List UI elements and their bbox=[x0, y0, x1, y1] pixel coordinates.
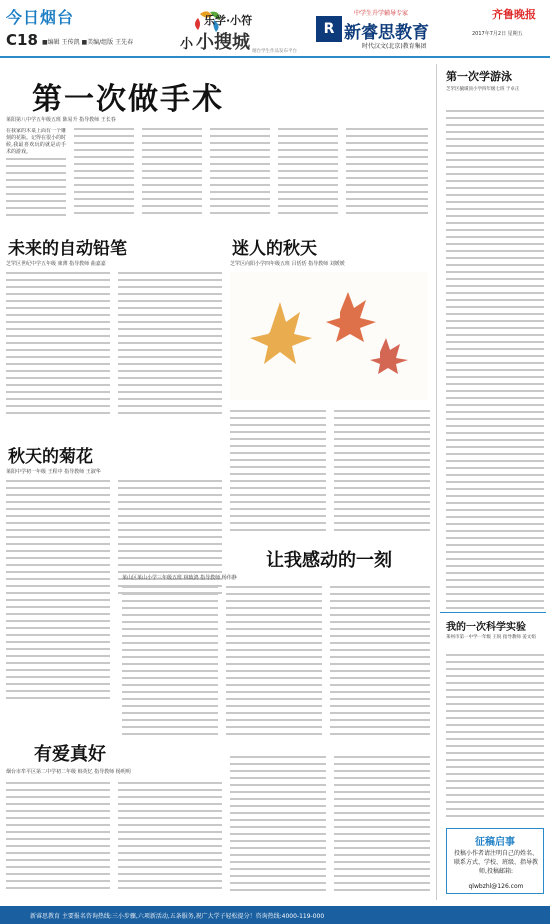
section-label: 今日烟台 bbox=[6, 8, 75, 27]
date-line: 2017年7月2日 星期五 bbox=[472, 31, 523, 37]
article-body bbox=[446, 110, 544, 610]
article-illustration bbox=[230, 272, 428, 400]
article-title: 秋天的菊花 bbox=[8, 447, 93, 467]
article-title: 第一次学游泳 bbox=[446, 70, 512, 83]
call-email[interactable]: qlwbzhl@126.com bbox=[468, 883, 524, 890]
article-body bbox=[210, 128, 270, 220]
ad-banner-top: 中学生升学辅导专家 bbox=[354, 10, 409, 17]
footer-bar bbox=[0, 906, 550, 924]
article-a3 bbox=[230, 232, 430, 402]
article-body bbox=[74, 128, 134, 220]
article-body bbox=[6, 272, 110, 422]
article-byline: 芝罘区向阳小学四年级五班 吕恬恬 指导教师 刘媛媛 bbox=[230, 261, 345, 267]
article-byline: 芝罘区毓璜顶小学四年级七班 于卓正 bbox=[446, 87, 520, 92]
column-logo-text: 小搜城 bbox=[196, 32, 250, 53]
article-a2 bbox=[6, 232, 226, 432]
article-byline: 莱阳中学初一年级 王程中 指导教师 王淑华 bbox=[6, 469, 101, 475]
article-body bbox=[226, 586, 322, 746]
article-body bbox=[278, 128, 338, 220]
page-header bbox=[0, 0, 550, 60]
page-code: C18 bbox=[6, 31, 38, 49]
article-byline: 莱州市第一中学一年级 王锐 指导教师 姜文娟 bbox=[446, 635, 536, 640]
article-body bbox=[6, 158, 66, 222]
article-body bbox=[118, 782, 222, 900]
svg-text:小: 小 bbox=[180, 37, 194, 52]
article-body bbox=[122, 586, 218, 746]
footer-text: 新睿思教育 主要报名咨询热线:三小步骤,六项新活动,五条服务,祝广大学子轻松提分！咨询热线:4000-119-000 bbox=[30, 913, 325, 920]
article-byline: 烟台市牟平区第二中学初二年级 韩英忆 指导教师 杨明明 bbox=[6, 769, 131, 775]
right-sidebar bbox=[436, 64, 548, 900]
article-title: 未来的自动铅笔 bbox=[8, 239, 127, 259]
editor-line: ■编辑 王传凯 ■美编/组版 王先春 bbox=[42, 39, 134, 46]
article-title: 第一次做手术 bbox=[32, 82, 224, 117]
column-sub-title: 乐学·小符 bbox=[204, 14, 253, 27]
article-body bbox=[334, 756, 430, 902]
call-body: 投稿小作者请注明自己的姓名、联系方式、学校、班级、指导教师,投稿邮箱: bbox=[453, 850, 538, 875]
article-body bbox=[346, 128, 428, 220]
article-body bbox=[118, 272, 222, 422]
paper-name: 齐鲁晚报 bbox=[492, 8, 536, 21]
article-body bbox=[230, 756, 326, 902]
article-body bbox=[6, 782, 110, 900]
article-body bbox=[330, 586, 430, 746]
article-title: 迷人的秋天 bbox=[232, 239, 317, 259]
article-a5 bbox=[122, 546, 432, 754]
column-tagline: 烟台学生作品发布平台 bbox=[252, 49, 297, 54]
article-body bbox=[446, 654, 544, 824]
article-byline: 莱阳第八中学五年级五班 陈易升 指导教师 王长春 bbox=[6, 117, 116, 123]
article-byline: 莱山区莱山小学三年级五班 林致鸿 指导教师 杨伟静 bbox=[122, 575, 237, 581]
ad-banner-name: 新睿思教育 bbox=[344, 23, 429, 43]
ad-logo-icon: R bbox=[316, 16, 342, 42]
article-body bbox=[230, 410, 326, 540]
article-lead: 在我家的木桌上面有一个雕刻的花瓶。记得在很小的时候,我最喜欢玩的就是动手术的游戏。 bbox=[6, 128, 66, 155]
article-body bbox=[334, 410, 430, 540]
header-rule bbox=[0, 56, 550, 58]
sidebar-rule bbox=[440, 612, 546, 613]
article-byline: 芝罘区世纪中学五年级 柬薄 指导教师 曲嘉嘉 bbox=[6, 261, 106, 267]
article-a6 bbox=[6, 740, 226, 902]
article-title: 我的一次科学实验 bbox=[446, 622, 526, 633]
ad-banner-sub: 时代汉文(北京)教育集团 bbox=[362, 43, 427, 50]
article-title: 有爱真好 bbox=[34, 744, 106, 765]
article-main bbox=[6, 64, 431, 224]
call-title: 征稿启事 bbox=[475, 837, 515, 848]
article-title: 让我感动的一刻 bbox=[266, 550, 392, 571]
article-body bbox=[6, 480, 110, 710]
article-body bbox=[142, 128, 202, 220]
call-for-papers-box bbox=[446, 828, 544, 894]
